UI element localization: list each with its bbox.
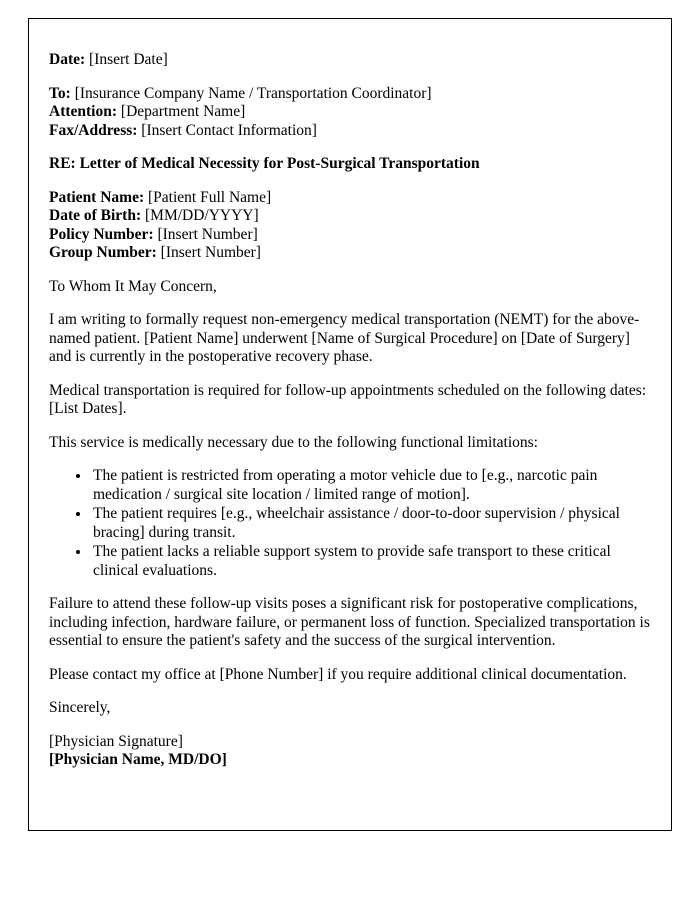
contact-paragraph: Please contact my office at [Phone Number] if you require additional clinical documentation. [49, 665, 627, 683]
attention-line [49, 103, 651, 122]
group-number-value: [Insert Number] [160, 244, 261, 261]
limitation-item-assistance: • The patient requires [e.g., wheelchair assistance / door-to-door supervision / physical bracing] during transit. [91, 505, 651, 542]
group-number-label: Group Number: [49, 244, 157, 261]
fax-address-line [49, 122, 651, 141]
subject-text: RE: Letter of Medical Necessity for Post-Surgical Transportation [49, 155, 480, 172]
patient-info-block [49, 189, 651, 263]
risk-paragraph: Failure to attend these follow-up visits poses a significant risk for postoperative complications, including infection, hardware failure, or permanent loss of function. Specialized transportation is essential to ensure the patient's safety and the success of the surgical intervention. [49, 595, 650, 649]
attention-label: Attention: [49, 103, 118, 120]
to-label: To: [49, 84, 71, 102]
limitation-item-support: • The patient lacks a reliable support system to provide safe transport to these critical clinical evaluations. [91, 543, 651, 580]
attention-value: [Department Name] [120, 103, 246, 120]
fax-address-value: [Insert Contact Information] [141, 121, 317, 139]
date-of-birth-line [49, 207, 651, 226]
date-line [49, 51, 651, 70]
limitation-item-driving: • The patient is restricted from operating a motor vehicle due to [e.g., narcotic pain medication / surgical site location / limited range of motion]. [91, 467, 651, 504]
limitations-intro-paragraph: This service is medically necessary due to the following functional limitations: [49, 433, 538, 451]
signature-block [49, 733, 651, 770]
patient-name-label: Patient Name: [49, 188, 145, 206]
salutation: To Whom It May Concern, [49, 277, 217, 295]
policy-number-label: Policy Number: [49, 225, 154, 243]
limitations-list [49, 467, 651, 580]
policy-number-line [49, 226, 651, 245]
letter-body [49, 51, 651, 770]
signature-placeholder: [Physician Signature] [49, 732, 183, 750]
physician-name [49, 751, 651, 770]
patient-name-line [49, 189, 651, 208]
physician-name-text: [Physician Name, MD/DO] [49, 751, 227, 768]
dates-paragraph: Medical transportation is required for follow-up appointments scheduled on the following dates: [List Dates]. [49, 381, 647, 417]
group-number-line [49, 244, 651, 263]
subject-line [49, 155, 651, 174]
policy-number-value: [Insert Number] [157, 225, 258, 243]
date-value: [Insert Date] [89, 51, 168, 68]
date-of-birth-label: Date of Birth: [49, 207, 142, 224]
intro-paragraph: I am writing to formally request non-emergency medical transportation (NEMT) for the above-named patient. [Patient Name] underwent [Name of Surgical Procedure] on [Date of Surgery] and is currently in the postoperative recovery phase. [49, 311, 640, 365]
letter-page [28, 18, 672, 831]
date-label: Date: [49, 51, 86, 68]
signoff: Sincerely, [49, 699, 111, 716]
to-value: [Insurance Company Name / Transportation Coordinator] [74, 84, 432, 102]
recipient-block [49, 85, 651, 141]
patient-name-value: [Patient Full Name] [148, 188, 272, 206]
fax-address-label: Fax/Address: [49, 121, 138, 139]
to-line [49, 85, 651, 104]
date-of-birth-value: [MM/DD/YYYY] [145, 207, 259, 224]
